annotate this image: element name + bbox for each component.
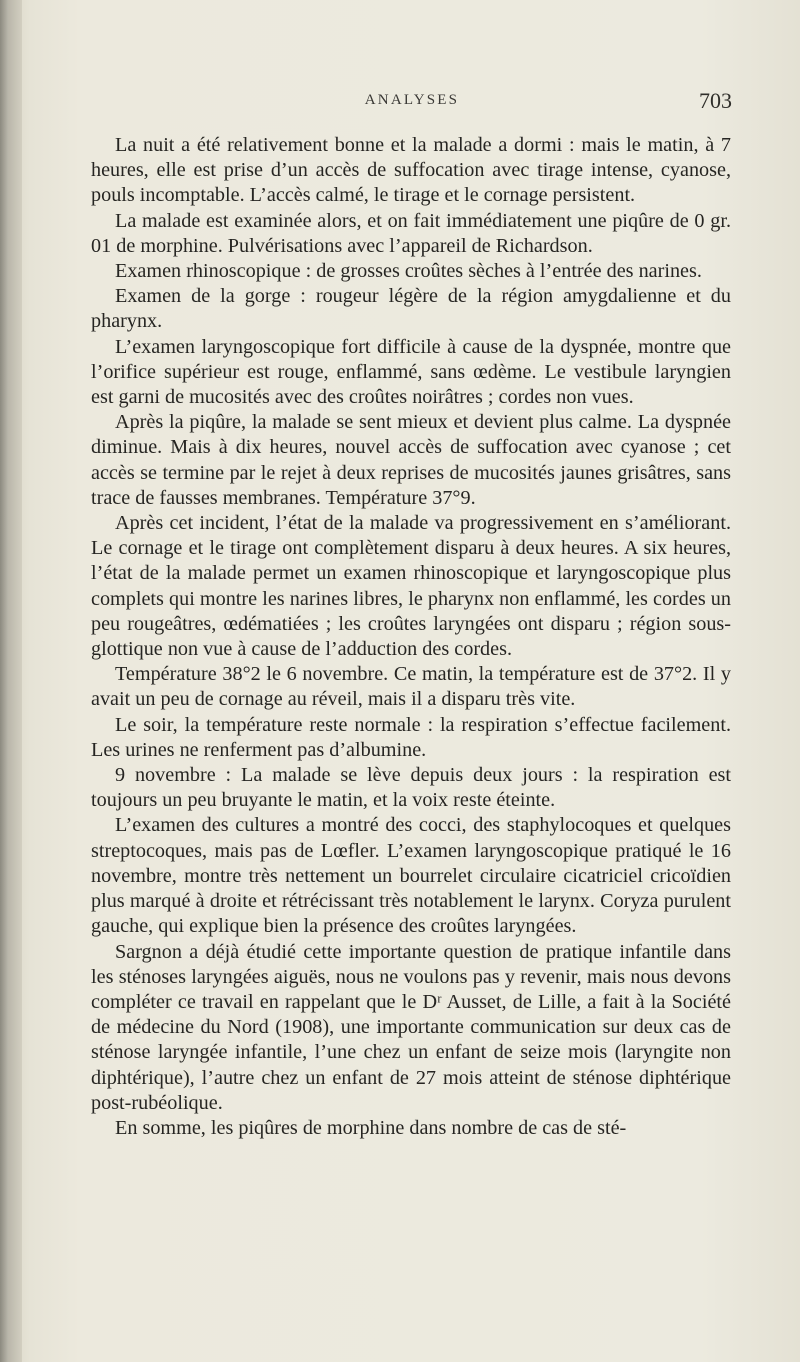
paragraph: 9 novembre : La malade se lève depuis deux jours : la respiration est toujours un peu bruyante le matin, et la voix reste éteinte.	[91, 764, 731, 812]
page-binding-shadow	[0, 0, 22, 1362]
paragraph: L’examen laryngoscopique fort difficile à cause de la dyspnée, montre que l’orifice supérieur est rouge, enflammé, sans œdème. Le vestibule laryngien est garni de mucosités avec des croûtes noirâtres ; cordes non vues.	[91, 335, 731, 409]
paragraph: Température 38°2 le 6 novembre. Ce matin, la température est de 37°2. Il y avait un peu de cornage au réveil, mais il a disparu très vite.	[91, 663, 731, 711]
paragraph: Après cet incident, l’état de la malade va progressivement en s’améliorant. Le cornage et le tirage ont complètement disparu à deux heures. A six heures, l’état de la malade permet un examen rhinoscopique et laryngoscopique plus complets qui montre les narines libres, le pharynx non enflammé, les cordes un peu rougeâtres, œdématiées ; les croûtes laryngées ont disparu ; région sous-glottique non vue à cause de l’adduction des cordes.	[91, 512, 731, 661]
paragraph: Sargnon a déjà étudié cette importante question de pratique infantile dans les sténoses laryngées aiguës, nous ne voulons pas y revenir, mais nous devons compléter ce travail en rappelant que le Dʳ Ausset, de Lille, a fait à la Société de médecine du Nord (1908), une importante communication sur deux cas de sténose laryngée infantile, l’une chez un enfant de seize mois (laryngite non diphtérique), l’autre chez un enfant de 27 mois atteint de sténose diphtérique post-rubéolique.	[91, 940, 731, 1114]
paragraph: Examen de la gorge : rougeur légère de la région amygdalienne et du pharynx.	[91, 285, 731, 333]
page-number: 703	[699, 88, 732, 113]
running-title: ANALYSES	[364, 92, 460, 108]
paragraph: Le soir, la température reste normale : la respiration s’effectue facilement. Les urines ne renferment pas d’albumine.	[91, 713, 731, 761]
paragraph: En somme, les piqûres de morphine dans nombre de cas de sté-	[115, 1116, 627, 1139]
paragraph: Examen rhinoscopique : de grosses croûtes sèches à l’entrée des narines.	[115, 260, 702, 283]
paragraph: La nuit a été relativement bonne et la malade a dormi : mais le matin, à 7 heures, elle est prise d’un accès de suffocation avec tirage intense, cyanose, pouls incomptable. L’accès calmé, le tirage et le cornage persistent.	[91, 134, 731, 207]
paragraph: L’examen des cultures a montré des cocci, des staphylocoques et quelques streptocoques, mais pas de Lœfler. L’examen laryngoscopique pratiqué le 16 novembre, montre très nettement un bourrelet circulaire cicatriciel cricoïdien plus marqué à droite et rétrécissant très notablement le larynx. Coryza purulent gauche, qui explique bien la présence des croûtes laryngées.	[91, 814, 731, 938]
paragraph: Après la piqûre, la malade se sent mieux et devient plus calme. La dyspnée diminue. Mais à dix heures, nouvel accès de suffocation avec cyanose ; cet accès se termine par le rejet à deux reprises de mucosités jaunes grisâtres, sans trace de fausses membranes. Température 37°9.	[91, 411, 731, 509]
paragraph: La malade est examinée alors, et on fait immédiatement une piqûre de 0 gr. 01 de morphine. Pulvérisations avec l’appareil de Richardson.	[91, 209, 731, 257]
running-head	[92, 88, 732, 114]
body-text	[91, 133, 731, 1141]
